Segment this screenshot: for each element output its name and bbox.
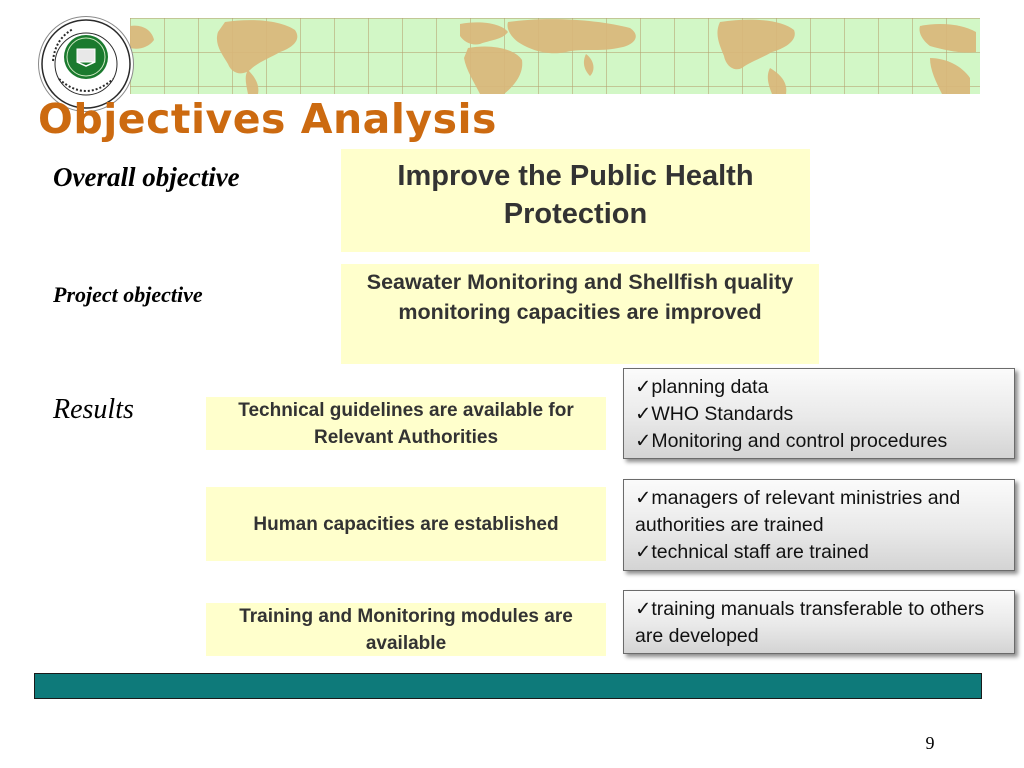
indicator-item: ✓Monitoring and control procedures [635,430,948,452]
slide-title: Objectives Analysis [38,95,497,143]
overall-objective-label: Overall objective [53,162,240,192]
indicator-box [623,590,1015,654]
overall-objective-box [341,149,810,252]
indicator-item: ✓technical staff are trained [635,541,869,563]
overall-objective-text: Improve the Public Health Protection [397,160,754,230]
indicator-box [623,368,1015,459]
world-map-icon [130,18,980,94]
footer-bar [34,673,982,699]
result-box [206,603,606,656]
project-objective-box [341,264,819,364]
result-box [206,397,606,450]
indicator-item: ✓training manuals transferable to others are developed [635,598,985,647]
world-map-banner [130,18,980,94]
result-text: Technical guidelines are available for Relevant Authorities [238,399,574,448]
page-number: 9 [925,733,935,753]
indicator-item: ✓WHO Standards [635,403,794,425]
project-objective-label: Project objective [53,282,203,307]
indicator-item: ✓planning data [635,376,769,398]
project-objective-text: Seawater Monitoring and Shellfish quality monitoring capacities are improved [366,270,794,324]
result-text: Training and Monitoring modules are available [239,605,573,654]
result-text: Human capacities are established [253,513,559,535]
result-box [206,487,606,561]
results-label: Results [53,394,134,425]
indicator-item: ✓managers of relevant ministries and authorities are trained [635,487,961,536]
indicator-box [623,479,1015,571]
